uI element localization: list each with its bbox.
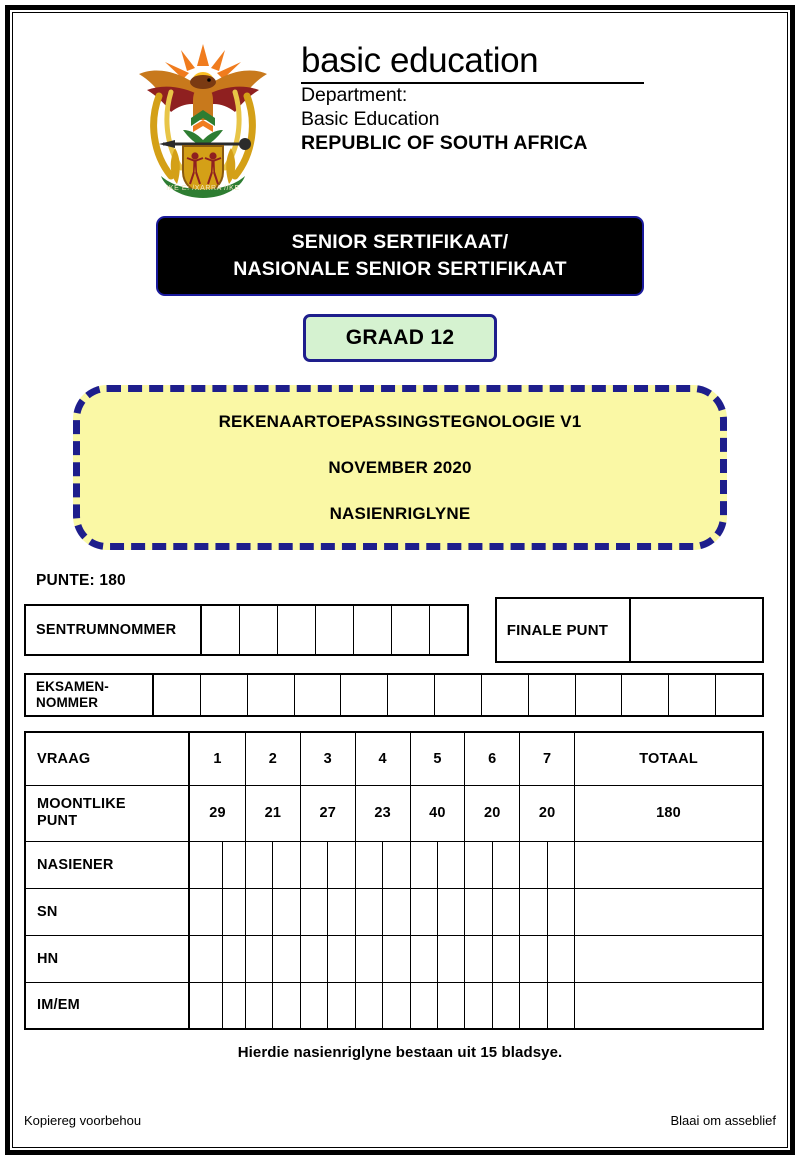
exam-number-cell[interactable]: [482, 675, 529, 715]
department-wordmark: [301, 26, 644, 155]
nasiener-q4-a[interactable]: [355, 841, 382, 888]
final-mark-box: [495, 597, 764, 663]
centre-number-cell[interactable]: [316, 606, 354, 654]
sn-q7-a[interactable]: [520, 888, 547, 935]
centre-number-label: SENTRUMNOMMER: [26, 606, 202, 654]
table-row: [25, 935, 763, 982]
total-header: TOTAAL: [575, 732, 763, 785]
turn-over-text: Blaai om asseblief: [670, 1113, 776, 1128]
exam-number-cell[interactable]: [622, 675, 669, 715]
grade-label: GRAAD 12: [345, 326, 455, 349]
sn-q2-b[interactable]: [273, 888, 300, 935]
certificate-line-2: NASIONALE SENIOR SERTIFIKAAT: [233, 258, 567, 280]
question-number-1: 1: [189, 732, 245, 785]
marks-allocation-table: [24, 731, 764, 1030]
possible-mark-q4: 23: [355, 785, 410, 841]
hn-q7-a[interactable]: [520, 935, 547, 982]
hn-q4-a[interactable]: [355, 935, 382, 982]
question-number-5: 5: [410, 732, 465, 785]
im-em-q4-a[interactable]: [355, 982, 382, 1029]
centre-number-box: [24, 604, 469, 656]
hn-q2-a[interactable]: [245, 935, 272, 982]
exam-number-box: [24, 673, 764, 717]
department-line-3: REPUBLIC OF SOUTH AFRICA: [301, 131, 588, 154]
question-header-label: VRAAG: [25, 732, 189, 785]
subject-title: REKENAARTOEPASSINGSTEGNOLOGIE V1: [218, 411, 582, 431]
hn-q6-b[interactable]: [492, 935, 519, 982]
possible-mark-q7: 20: [520, 785, 575, 841]
exam-number-cells[interactable]: [154, 675, 762, 715]
possible-mark-q1: 29: [189, 785, 245, 841]
sn-q5-a[interactable]: [410, 888, 437, 935]
nasiener-q2-a[interactable]: [245, 841, 272, 888]
im-em-q7-b[interactable]: [547, 982, 574, 1029]
possible-mark-q3: 27: [300, 785, 355, 841]
exam-number-cell[interactable]: [341, 675, 388, 715]
subject-box: [73, 385, 727, 550]
hn-q4-b[interactable]: [383, 935, 410, 982]
exam-number-label-line-2: NOMMER: [36, 695, 99, 710]
sn-q1-b[interactable]: [223, 888, 246, 935]
sn-q4-b[interactable]: [383, 888, 410, 935]
sn-q1-a[interactable]: [189, 888, 223, 935]
possible-mark-label-line-1: MOONTLIKE: [37, 795, 126, 812]
hn-q2-b[interactable]: [273, 935, 300, 982]
sn-q3-b[interactable]: [328, 888, 355, 935]
possible-mark-label-line-2: PUNT: [37, 813, 78, 829]
page-content: [18, 18, 782, 1142]
nasiener-q4-b[interactable]: [383, 841, 410, 888]
nasiener-q3-b[interactable]: [328, 841, 355, 888]
nasiener-q2-b[interactable]: [273, 841, 300, 888]
nasiener-total[interactable]: [575, 841, 763, 888]
nasiener-q5-a[interactable]: [410, 841, 437, 888]
question-number-3: 3: [300, 732, 355, 785]
certificate-banner: [156, 216, 644, 296]
hn-q3-b[interactable]: [328, 935, 355, 982]
svg-text:!KE E: /XARRA //KE: !KE E: /XARRA //KE: [166, 185, 240, 192]
sn-q5-b[interactable]: [437, 888, 464, 935]
centre-number-cell[interactable]: [430, 606, 467, 654]
grade-box: [303, 314, 497, 362]
nasiener-q5-b[interactable]: [437, 841, 464, 888]
exam-number-cell[interactable]: [669, 675, 716, 715]
exam-number-cell[interactable]: [154, 675, 201, 715]
subject-doctype: NASIENRIGLYNE: [329, 503, 471, 523]
possible-mark-q6: 20: [465, 785, 520, 841]
basic-education-wordmark: basic education: [301, 42, 644, 84]
exam-number-cell[interactable]: [388, 675, 435, 715]
sn-q6-a[interactable]: [465, 888, 492, 935]
row-label-nasiener: NASIENER: [25, 841, 189, 888]
nasiener-q7-a[interactable]: [520, 841, 547, 888]
hn-q1-a[interactable]: [189, 935, 223, 982]
nasiener-q1-b[interactable]: [223, 841, 246, 888]
final-mark-label: FINALE PUNT: [497, 599, 631, 661]
form-row-centre-and-final: [24, 604, 764, 663]
hn-q6-a[interactable]: [465, 935, 492, 982]
certificate-line-1: SENIOR SERTIFIKAAT/: [291, 231, 509, 254]
hn-total[interactable]: [575, 935, 763, 982]
im-em-q1-a[interactable]: [189, 982, 223, 1029]
department-line-1: Department:: [301, 84, 408, 107]
centre-number-cell[interactable]: [202, 606, 240, 654]
sn-q6-b[interactable]: [492, 888, 519, 935]
im-em-q3-b[interactable]: [328, 982, 355, 1029]
table-row-header: [25, 732, 763, 785]
table-row-possible-marks: [25, 785, 763, 841]
row-label-sn: SN: [25, 888, 189, 935]
possible-mark-label: [25, 785, 189, 841]
south-africa-coat-of-arms-icon: [123, 26, 283, 198]
im-em-q5-b[interactable]: [437, 982, 464, 1029]
hn-q1-b[interactable]: [223, 935, 246, 982]
exam-number-label: [26, 675, 154, 715]
exam-number-cell[interactable]: [529, 675, 576, 715]
im-em-q2-a[interactable]: [245, 982, 272, 1029]
table-row: [25, 888, 763, 935]
hn-q5-a[interactable]: [410, 935, 437, 982]
im-em-total[interactable]: [575, 982, 763, 1029]
table-row: [25, 982, 763, 1029]
copyright-text: Kopiereg voorbehou: [24, 1113, 142, 1128]
exam-number-cell[interactable]: [716, 675, 762, 715]
department-header: [18, 18, 782, 200]
nasiener-q3-a[interactable]: [300, 841, 327, 888]
possible-mark-total: 180: [575, 785, 763, 841]
exam-number-cell[interactable]: [295, 675, 342, 715]
exam-number-cell[interactable]: [201, 675, 248, 715]
table-row: [25, 841, 763, 888]
hn-q3-a[interactable]: [300, 935, 327, 982]
centre-number-cell[interactable]: [354, 606, 392, 654]
hn-q7-b[interactable]: [547, 935, 574, 982]
centre-number-cell[interactable]: [278, 606, 316, 654]
centre-number-cells[interactable]: [202, 606, 467, 654]
final-mark-input[interactable]: [631, 599, 762, 661]
total-marks-label: PUNTE: 180: [36, 572, 126, 589]
nasiener-q6-b[interactable]: [492, 841, 519, 888]
question-number-4: 4: [355, 732, 410, 785]
nasiener-q6-a[interactable]: [465, 841, 492, 888]
possible-mark-q2: 21: [245, 785, 300, 841]
question-number-6: 6: [465, 732, 520, 785]
row-label-im-em: IM/EM: [25, 982, 189, 1029]
exam-number-cell[interactable]: [248, 675, 295, 715]
im-em-q5-a[interactable]: [410, 982, 437, 1029]
im-em-q3-a[interactable]: [300, 982, 327, 1029]
sn-total[interactable]: [575, 888, 763, 935]
nasiener-q7-b[interactable]: [547, 841, 574, 888]
question-number-2: 2: [245, 732, 300, 785]
question-number-7: 7: [520, 732, 575, 785]
page-count-note: Hierdie nasienriglyne bestaan uit 15 bladsye.: [237, 1044, 563, 1061]
page-footer: [24, 1113, 776, 1128]
sn-q3-a[interactable]: [300, 888, 327, 935]
centre-number-cell[interactable]: [392, 606, 430, 654]
sn-q7-b[interactable]: [547, 888, 574, 935]
im-em-q6-b[interactable]: [492, 982, 519, 1029]
subject-date: NOVEMBER 2020: [328, 457, 472, 477]
sn-q4-a[interactable]: [355, 888, 382, 935]
exam-number-cell[interactable]: [576, 675, 623, 715]
exam-number-label-line-1: EKSAMEN-: [36, 679, 109, 695]
im-em-q6-a[interactable]: [465, 982, 492, 1029]
exam-number-cell[interactable]: [435, 675, 482, 715]
im-em-q4-b[interactable]: [383, 982, 410, 1029]
im-em-q2-b[interactable]: [273, 982, 300, 1029]
im-em-q7-a[interactable]: [520, 982, 547, 1029]
row-label-hn: HN: [25, 935, 189, 982]
nasiener-q1-a[interactable]: [189, 841, 223, 888]
sn-q2-a[interactable]: [245, 888, 272, 935]
hn-q5-b[interactable]: [437, 935, 464, 982]
possible-mark-q5: 40: [410, 785, 465, 841]
centre-number-cell[interactable]: [240, 606, 278, 654]
department-line-2: Basic Education: [301, 107, 440, 130]
im-em-q1-b[interactable]: [223, 982, 246, 1029]
